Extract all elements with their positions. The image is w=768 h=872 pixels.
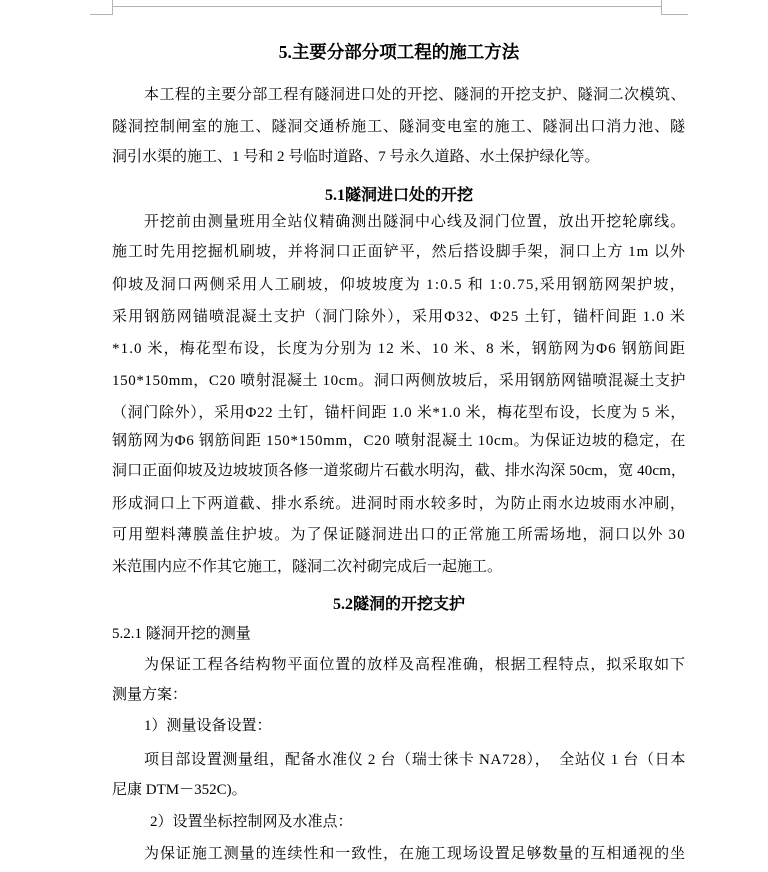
section-5-1-paragraph-line: 可用塑料薄膜盖住护坡。为了保证隧洞进出口的正常施工所需场地，洞口以外 30 — [112, 527, 686, 543]
subsection-heading-5-2-1: 5.2.1 隧洞开挖的测量 — [112, 626, 251, 642]
section-5-1-paragraph-line: *1.0 米，梅花型布设，长度为分别为 12 米、10 米、8 米，钢筋网为Φ6 钢筋间距 — [112, 341, 686, 357]
section-heading-5-2: 5.2隧洞的开挖支护 — [332, 596, 465, 613]
section-5-1-paragraph-line: 钢筋网为Φ6 钢筋间距 150*150mm，C20 喷射混凝土 10cm。为保证边坡的稳定，在 — [112, 433, 686, 449]
page-title: 5.主要分部分项工程的施工方法 — [278, 42, 520, 62]
crop-mark-top-right-horizontal — [661, 14, 688, 15]
list-item-label-1: 1）测量设备设置： — [144, 718, 272, 734]
list-item-label-2: 2）设置坐标控制网及水准点： — [150, 814, 353, 830]
list-item-1-paragraph-line: 项目部设置测量组，配备水准仪 2 台（瑞士徕卡 NA728）， 全站仪 1 台（日本 — [144, 752, 686, 768]
intro-paragraph-line: 隧洞控制闸室的施工、隧洞交通桥施工、隧洞变电室的施工、隧洞出口消力池、隧 — [112, 119, 686, 135]
intro-paragraph-line: 本工程的主要分部工程有隧洞进口处的开挖、隧洞的开挖支护、隧洞二次模筑、 — [144, 87, 686, 103]
section-5-1-paragraph-line: 施工时先用挖掘机刷坡，并将洞口正面铲平，然后搭设脚手架，洞口上方 1m 以外 — [112, 244, 686, 260]
section-5-1-paragraph-line: 仰坡及洞口两侧采用人工刷坡，仰坡坡度为 1:0.5 和 1:0.75,采用钢筋网架护坡， — [112, 277, 686, 293]
section-5-1-paragraph-line: 开挖前由测量班用全站仪精确测出隧洞中心线及洞门位置，放出开挖轮廓线。 — [144, 214, 686, 230]
section-5-1-paragraph-line: 150*150mm，C20 喷射混凝土 10cm。洞口两侧放坡后，采用钢筋网锚喷混凝土支护 — [112, 373, 686, 389]
section-5-1-paragraph-line: （洞门除外），采用Φ22 土钉，锚杆间距 1.0 米*1.0 米，梅花型布设，长度为 5 米， — [112, 405, 686, 421]
list-item-1-paragraph-line: 尼康 DTM－352C)。 — [112, 782, 247, 798]
subsection-paragraph-line: 测量方案： — [112, 687, 188, 703]
section-5-1-paragraph-line: 采用钢筋网锚喷混凝土支护（洞门除外），采用Φ32、Φ25 土钉，锚杆间距 1.0 米 — [112, 309, 686, 325]
crop-mark-top-left-vertical — [112, 0, 113, 15]
section-5-1-paragraph-line: 洞口正面仰坡及边坡坡顶各修一道浆砌片石截水明沟，截、排水沟深 50cm，宽 40cm， — [112, 463, 686, 479]
crop-mark-top-left-horizontal — [90, 14, 113, 15]
section-5-1-paragraph-line: 形成洞口上下两道截、排水系统。进洞时雨水较多时，为防止雨水边坡雨水冲刷， — [112, 496, 686, 512]
section-5-1-paragraph-line: 米范围内应不作其它施工，隧洞二次衬砌完成后一起施工。 — [112, 559, 503, 575]
crop-mark-top-right-vertical — [661, 0, 662, 15]
intro-paragraph-line: 洞引水渠的施工、1 号和 2 号临时道路、7 号永久道路、水土保护绿化等。 — [112, 149, 600, 165]
list-item-2-paragraph-line: 为保证施工测量的连续性和一致性，在施工现场设置足够数量的互相通视的坐 — [144, 846, 686, 862]
section-heading-5-1: 5.1隧洞进口处的开挖 — [324, 187, 473, 204]
subsection-paragraph-line: 为保证工程各结构物平面位置的放样及高程准确，根据工程特点，拟采取如下 — [144, 657, 686, 673]
top-boundary-line — [112, 6, 661, 7]
